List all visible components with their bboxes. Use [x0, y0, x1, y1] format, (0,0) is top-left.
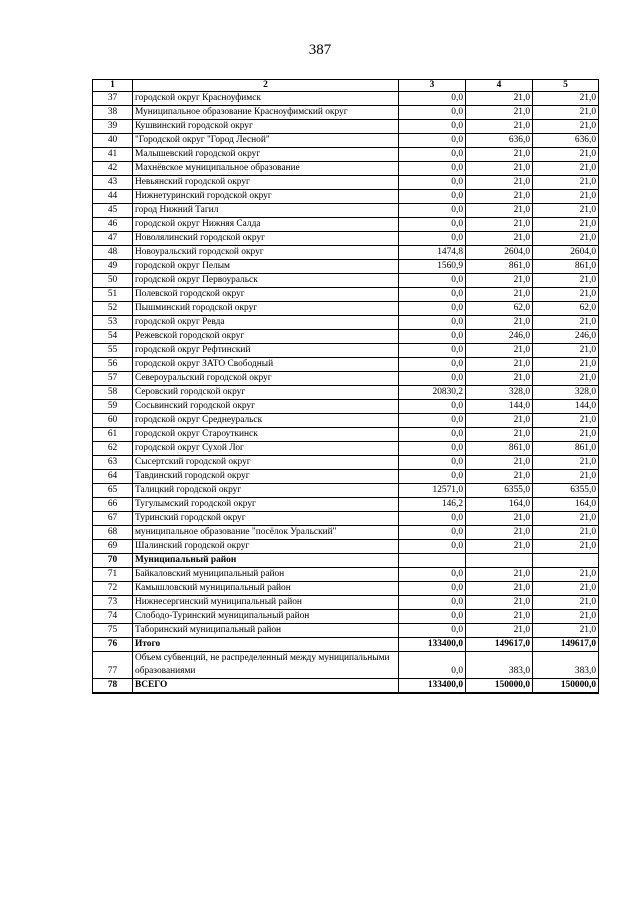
- value-col-3-cell: 20830,2: [399, 386, 466, 400]
- value-col-4-cell: 21,0: [466, 190, 533, 204]
- table-row: [93, 610, 599, 624]
- municipality-name-cell: Режевской городской округ: [133, 330, 399, 344]
- value-col-5-cell: 144,0: [533, 400, 599, 414]
- value-col-5-cell: 21,0: [533, 428, 599, 442]
- value-col-5-cell: 21,0: [533, 414, 599, 428]
- value-col-4-cell: 328,0: [466, 386, 533, 400]
- row-number-cell: 66: [93, 498, 133, 512]
- value-col-4-cell: 21,0: [466, 456, 533, 470]
- value-col-3-cell: 133400,0: [399, 679, 466, 694]
- table-row: [93, 512, 599, 526]
- table-row: [93, 652, 599, 679]
- value-col-5-cell: 861,0: [533, 260, 599, 274]
- table-row: [93, 246, 599, 260]
- row-number-cell: 75: [93, 624, 133, 638]
- value-col-5-cell: 21,0: [533, 232, 599, 246]
- table-row: [93, 470, 599, 484]
- municipality-name-cell: Малышевский городской округ: [133, 148, 399, 162]
- value-col-5-cell: 246,0: [533, 330, 599, 344]
- table-row: [93, 624, 599, 638]
- value-col-4-cell: [466, 554, 533, 568]
- value-col-3-cell: 0,0: [399, 148, 466, 162]
- value-col-3-cell: 0,0: [399, 470, 466, 484]
- municipality-name-cell: Камышловский муниципальный район: [133, 582, 399, 596]
- value-col-3-cell: 0,0: [399, 204, 466, 218]
- value-col-3-cell: 133400,0: [399, 638, 466, 652]
- value-col-4-cell: 21,0: [466, 372, 533, 386]
- value-col-5-cell: 62,0: [533, 302, 599, 316]
- municipality-name-cell: город Нижний Тагил: [133, 204, 399, 218]
- table-row: [93, 400, 599, 414]
- value-col-3-cell: 0,0: [399, 232, 466, 246]
- value-col-3-cell: 0,0: [399, 652, 466, 679]
- value-col-3-cell: 0,0: [399, 120, 466, 134]
- value-col-5-cell: 150000,0: [533, 679, 599, 694]
- row-number-cell: 54: [93, 330, 133, 344]
- value-col-4-cell: 21,0: [466, 568, 533, 582]
- value-col-5-cell: 21,0: [533, 204, 599, 218]
- row-number-cell: 60: [93, 414, 133, 428]
- value-col-3-cell: 0,0: [399, 288, 466, 302]
- row-number-cell: 57: [93, 372, 133, 386]
- municipality-name-cell: Сосьвинский городской округ: [133, 400, 399, 414]
- value-col-4-cell: 246,0: [466, 330, 533, 344]
- municipality-name-cell: Новоуральский городской округ: [133, 246, 399, 260]
- value-col-4-cell: 21,0: [466, 162, 533, 176]
- table-row: [93, 260, 599, 274]
- value-col-4-cell: 861,0: [466, 442, 533, 456]
- municipality-name-cell: Таборинский муниципальный район: [133, 624, 399, 638]
- table-row: [93, 302, 599, 316]
- value-col-4-cell: 383,0: [466, 652, 533, 679]
- value-col-5-cell: 21,0: [533, 344, 599, 358]
- header-col-2: 2: [133, 80, 399, 92]
- table-row: [93, 484, 599, 498]
- value-col-3-cell: 0,0: [399, 596, 466, 610]
- row-number-cell: 77: [93, 652, 133, 679]
- row-number-cell: 71: [93, 568, 133, 582]
- municipality-name-cell: Талицкий городской округ: [133, 484, 399, 498]
- municipality-name-cell: Кушвинский городской округ: [133, 120, 399, 134]
- row-number-cell: 62: [93, 442, 133, 456]
- value-col-3-cell: 0,0: [399, 274, 466, 288]
- row-number-cell: 39: [93, 120, 133, 134]
- row-number-cell: 59: [93, 400, 133, 414]
- value-col-5-cell: 21,0: [533, 624, 599, 638]
- municipality-name-cell: ВСЕГО: [133, 679, 399, 694]
- municipality-name-cell: Шалинский городской округ: [133, 540, 399, 554]
- value-col-4-cell: 21,0: [466, 288, 533, 302]
- row-number-cell: 47: [93, 232, 133, 246]
- municipality-name-cell: городской округ Сухой Лог: [133, 442, 399, 456]
- value-col-5-cell: 21,0: [533, 456, 599, 470]
- value-col-4-cell: 21,0: [466, 582, 533, 596]
- municipality-name-cell: Махнёвское муниципальное образование: [133, 162, 399, 176]
- municipality-name-cell: "Городской округ "Город Лесной": [133, 134, 399, 148]
- value-col-3-cell: 0,0: [399, 316, 466, 330]
- value-col-5-cell: 21,0: [533, 120, 599, 134]
- row-number-cell: 49: [93, 260, 133, 274]
- value-col-5-cell: 21,0: [533, 162, 599, 176]
- row-number-cell: 72: [93, 582, 133, 596]
- row-number-cell: 73: [93, 596, 133, 610]
- value-col-3-cell: 0,0: [399, 344, 466, 358]
- municipality-name-cell: Туринский городской округ: [133, 512, 399, 526]
- value-col-4-cell: 21,0: [466, 232, 533, 246]
- value-col-4-cell: 144,0: [466, 400, 533, 414]
- value-col-5-cell: 21,0: [533, 176, 599, 190]
- value-col-4-cell: 21,0: [466, 610, 533, 624]
- row-number-cell: 65: [93, 484, 133, 498]
- table-row: [93, 386, 599, 400]
- municipality-name-cell: городской округ Первоуральск: [133, 274, 399, 288]
- value-col-5-cell: 21,0: [533, 274, 599, 288]
- value-col-4-cell: 21,0: [466, 540, 533, 554]
- value-col-5-cell: 6355,0: [533, 484, 599, 498]
- municipality-name-cell: Нижнесергинский муниципальный район: [133, 596, 399, 610]
- value-col-4-cell: 636,0: [466, 134, 533, 148]
- table-row: [93, 344, 599, 358]
- table-row: [93, 498, 599, 512]
- row-number-cell: 46: [93, 218, 133, 232]
- value-col-4-cell: 6355,0: [466, 484, 533, 498]
- table-row: [93, 414, 599, 428]
- value-col-5-cell: 21,0: [533, 540, 599, 554]
- table-body: [93, 92, 599, 694]
- value-col-5-cell: 21,0: [533, 582, 599, 596]
- table-row: [93, 330, 599, 344]
- value-col-3-cell: 0,0: [399, 330, 466, 344]
- row-number-cell: 42: [93, 162, 133, 176]
- table-row: [93, 148, 599, 162]
- table-row: [93, 316, 599, 330]
- value-col-3-cell: 0,0: [399, 358, 466, 372]
- header-col-5: 5: [533, 80, 599, 92]
- municipality-name-cell: Муниципальное образование Красноуфимский округ: [133, 106, 399, 120]
- value-col-5-cell: 21,0: [533, 92, 599, 106]
- municipality-name-cell: городской округ Рефтинский: [133, 344, 399, 358]
- value-col-4-cell: 21,0: [466, 526, 533, 540]
- row-number-cell: 67: [93, 512, 133, 526]
- value-col-5-cell: 164,0: [533, 498, 599, 512]
- value-col-4-cell: 164,0: [466, 498, 533, 512]
- value-col-3-cell: 0,0: [399, 92, 466, 106]
- municipality-name-cell: Тугулымский городской округ: [133, 498, 399, 512]
- value-col-4-cell: 21,0: [466, 596, 533, 610]
- row-number-cell: 56: [93, 358, 133, 372]
- table-row: [93, 372, 599, 386]
- table-row: [93, 358, 599, 372]
- value-col-5-cell: 21,0: [533, 512, 599, 526]
- row-number-cell: 50: [93, 274, 133, 288]
- value-col-5-cell: 861,0: [533, 442, 599, 456]
- value-col-3-cell: 1474,8: [399, 246, 466, 260]
- value-col-4-cell: 2604,0: [466, 246, 533, 260]
- subsidy-table: [92, 79, 599, 694]
- value-col-3-cell: 0,0: [399, 302, 466, 316]
- row-number-cell: 68: [93, 526, 133, 540]
- table-row: [93, 176, 599, 190]
- municipality-name-cell: Итого: [133, 638, 399, 652]
- value-col-3-cell: 0,0: [399, 582, 466, 596]
- value-col-5-cell: 21,0: [533, 148, 599, 162]
- row-number-cell: 53: [93, 316, 133, 330]
- value-col-4-cell: 149617,0: [466, 638, 533, 652]
- municipality-name-cell: Североуральский городской округ: [133, 372, 399, 386]
- value-col-5-cell: 21,0: [533, 358, 599, 372]
- municipality-name-cell: городской округ Староуткинск: [133, 428, 399, 442]
- table-row: [93, 442, 599, 456]
- value-col-3-cell: 146,2: [399, 498, 466, 512]
- value-col-4-cell: 861,0: [466, 260, 533, 274]
- table-row: [93, 120, 599, 134]
- municipality-name-cell: городской округ Ревда: [133, 316, 399, 330]
- value-col-4-cell: 21,0: [466, 414, 533, 428]
- value-col-3-cell: 0,0: [399, 624, 466, 638]
- value-col-4-cell: 62,0: [466, 302, 533, 316]
- row-number-cell: 41: [93, 148, 133, 162]
- table-row: [93, 288, 599, 302]
- value-col-4-cell: 21,0: [466, 358, 533, 372]
- value-col-3-cell: 0,0: [399, 176, 466, 190]
- row-number-cell: 58: [93, 386, 133, 400]
- row-number-cell: 38: [93, 106, 133, 120]
- table-row: [93, 106, 599, 120]
- row-number-cell: 51: [93, 288, 133, 302]
- value-col-5-cell: 21,0: [533, 218, 599, 232]
- table-row: [93, 162, 599, 176]
- value-col-3-cell: 0,0: [399, 162, 466, 176]
- row-number-cell: 61: [93, 428, 133, 442]
- value-col-4-cell: 21,0: [466, 120, 533, 134]
- value-col-4-cell: 21,0: [466, 512, 533, 526]
- value-col-4-cell: 21,0: [466, 274, 533, 288]
- value-col-5-cell: 21,0: [533, 470, 599, 484]
- municipality-name-cell: Невьянский городской округ: [133, 176, 399, 190]
- value-col-3-cell: 0,0: [399, 372, 466, 386]
- municipality-name-cell: Новолялинский городской округ: [133, 232, 399, 246]
- value-col-4-cell: 21,0: [466, 428, 533, 442]
- table-row: [93, 218, 599, 232]
- page-number: 387: [308, 42, 332, 58]
- municipality-name-cell: Муниципальный район: [133, 554, 399, 568]
- header-col-3: 3: [399, 80, 466, 92]
- value-col-3-cell: 0,0: [399, 414, 466, 428]
- value-col-4-cell: 21,0: [466, 470, 533, 484]
- row-number-cell: 69: [93, 540, 133, 554]
- value-col-3-cell: 0,0: [399, 400, 466, 414]
- value-col-3-cell: 1560,9: [399, 260, 466, 274]
- value-col-5-cell: 383,0: [533, 652, 599, 679]
- row-number-cell: 44: [93, 190, 133, 204]
- value-col-3-cell: [399, 554, 466, 568]
- municipality-name-cell: городской округ Красноуфимск: [133, 92, 399, 106]
- row-number-cell: 76: [93, 638, 133, 652]
- table-row: [93, 596, 599, 610]
- header-col-1: 1: [93, 80, 133, 92]
- value-col-5-cell: 21,0: [533, 526, 599, 540]
- table-row: [93, 92, 599, 106]
- value-col-5-cell: 21,0: [533, 288, 599, 302]
- value-col-5-cell: 328,0: [533, 386, 599, 400]
- value-col-4-cell: 150000,0: [466, 679, 533, 694]
- row-number-cell: 63: [93, 456, 133, 470]
- header-col-4: 4: [466, 80, 533, 92]
- municipality-name-cell: Тавдинский городской округ: [133, 470, 399, 484]
- table-row: [93, 274, 599, 288]
- value-col-5-cell: [533, 554, 599, 568]
- value-col-5-cell: 636,0: [533, 134, 599, 148]
- value-col-5-cell: 21,0: [533, 106, 599, 120]
- value-col-5-cell: 21,0: [533, 568, 599, 582]
- value-col-5-cell: 21,0: [533, 372, 599, 386]
- value-col-3-cell: 0,0: [399, 512, 466, 526]
- value-col-5-cell: 2604,0: [533, 246, 599, 260]
- value-col-4-cell: 21,0: [466, 344, 533, 358]
- value-col-3-cell: 0,0: [399, 610, 466, 624]
- municipality-name-cell: Полевской городской округ: [133, 288, 399, 302]
- row-number-cell: 43: [93, 176, 133, 190]
- municipality-name-cell: Объем субвенций, не распределенный между муниципальными образованиями: [133, 652, 399, 679]
- municipality-name-cell: Байкаловский муниципальный район: [133, 568, 399, 582]
- value-col-3-cell: 12571,0: [399, 484, 466, 498]
- table-row: [93, 540, 599, 554]
- value-col-4-cell: 21,0: [466, 106, 533, 120]
- municipality-name-cell: городской округ ЗАТО Свободный: [133, 358, 399, 372]
- row-number-cell: 40: [93, 134, 133, 148]
- value-col-4-cell: 21,0: [466, 176, 533, 190]
- row-number-cell: 64: [93, 470, 133, 484]
- municipality-name-cell: Нижнетуринский городской округ: [133, 190, 399, 204]
- value-col-4-cell: 21,0: [466, 204, 533, 218]
- value-col-3-cell: 0,0: [399, 442, 466, 456]
- value-col-3-cell: 0,0: [399, 134, 466, 148]
- table-row: [93, 134, 599, 148]
- value-col-4-cell: 21,0: [466, 316, 533, 330]
- table-row: [93, 204, 599, 218]
- value-col-3-cell: 0,0: [399, 568, 466, 582]
- value-col-3-cell: 0,0: [399, 190, 466, 204]
- row-number-cell: 45: [93, 204, 133, 218]
- row-number-cell: 74: [93, 610, 133, 624]
- value-col-5-cell: 21,0: [533, 610, 599, 624]
- value-col-3-cell: 0,0: [399, 106, 466, 120]
- value-col-4-cell: 21,0: [466, 624, 533, 638]
- value-col-4-cell: 21,0: [466, 92, 533, 106]
- table-row: [93, 554, 599, 568]
- value-col-5-cell: 21,0: [533, 596, 599, 610]
- municipality-name-cell: Слободо-Туринский муниципальный район: [133, 610, 399, 624]
- table-row: [93, 190, 599, 204]
- table-row: [93, 232, 599, 246]
- municipality-name-cell: Серовский городской округ: [133, 386, 399, 400]
- row-number-cell: 52: [93, 302, 133, 316]
- table-row: [93, 456, 599, 470]
- row-number-cell: 70: [93, 554, 133, 568]
- value-col-3-cell: 0,0: [399, 456, 466, 470]
- municipality-name-cell: Пышминский городской округ: [133, 302, 399, 316]
- table-row: [93, 582, 599, 596]
- municipality-name-cell: муниципальное образование "посёлок Уральский": [133, 526, 399, 540]
- row-number-cell: 55: [93, 344, 133, 358]
- value-col-5-cell: 21,0: [533, 316, 599, 330]
- value-col-4-cell: 21,0: [466, 218, 533, 232]
- table-row: [93, 679, 599, 694]
- value-col-3-cell: 0,0: [399, 218, 466, 232]
- table-row: [93, 428, 599, 442]
- table-header-row: [93, 80, 599, 92]
- row-number-cell: 48: [93, 246, 133, 260]
- value-col-5-cell: 21,0: [533, 190, 599, 204]
- value-col-3-cell: 0,0: [399, 540, 466, 554]
- value-col-3-cell: 0,0: [399, 526, 466, 540]
- table-row: [93, 526, 599, 540]
- value-col-4-cell: 21,0: [466, 148, 533, 162]
- municipality-name-cell: Сысертский городской округ: [133, 456, 399, 470]
- municipality-name-cell: городской округ Нижняя Салда: [133, 218, 399, 232]
- municipality-name-cell: городской округ Пелым: [133, 260, 399, 274]
- municipality-name-cell: городской округ Среднеуральск: [133, 414, 399, 428]
- value-col-3-cell: 0,0: [399, 428, 466, 442]
- value-col-5-cell: 149617,0: [533, 638, 599, 652]
- table-row: [93, 638, 599, 652]
- row-number-cell: 78: [93, 679, 133, 694]
- row-number-cell: 37: [93, 92, 133, 106]
- table-row: [93, 568, 599, 582]
